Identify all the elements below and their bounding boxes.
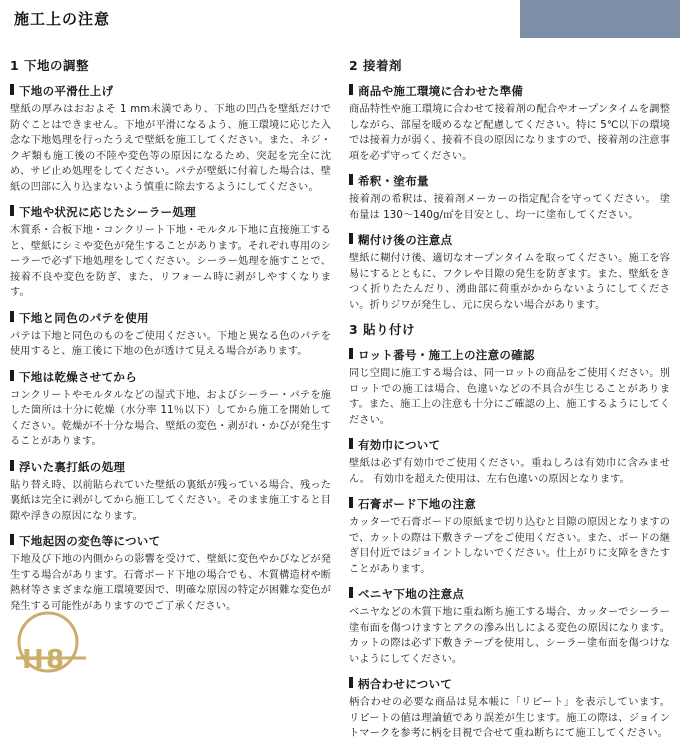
subheading-label: 下地は乾燥させてから <box>19 369 137 384</box>
bullet-icon <box>349 497 353 508</box>
bullet-icon <box>349 677 353 688</box>
bullet-icon <box>10 311 14 322</box>
subheading-label: 糊付け後の注意点 <box>358 233 453 247</box>
bullet-icon <box>349 84 353 95</box>
subheading-label: 柄合わせについて <box>358 677 453 691</box>
subheading-sealer <box>10 204 331 220</box>
paragraph: 壁紙に糊付け後、適切なオープンタイムを取ってください。施工を容易にするとともに、フクレや目隙の発生を防ぎます。また、壁紙をきつく折りたたんだり、湧曲部に荷重がかからないようにしてください。折りジワが発生し、元に戻らない場合があります。 <box>349 253 670 311</box>
svg-text:H: H <box>22 645 44 674</box>
paragraph: カッターで石膏ボードの原紙まで切り込むと目隙の原因となりますので、カットの際は下敷きテープをご使用ください。また、ボードの継ぎ目付近ではジョイントしないでください。仕上がりに支障をきたすことがあります。 <box>349 517 670 575</box>
document-header <box>0 0 680 38</box>
content-columns <box>0 38 680 749</box>
subheading-kishaku <box>349 173 670 189</box>
bullet-icon <box>10 370 14 381</box>
subheading-label: ベニヤ下地の注意点 <box>358 587 465 601</box>
paragraph: 壁紙は必ず有効巾でご使用ください。重ねしろは有効巾に含みません。 有効巾を超えた使用は、左右色違いの原因となります。 <box>349 458 670 485</box>
paragraph: ベニヤなどの木質下地に重ね断ち施工する場合、カッターでシーラー塗布面を傷つけますとアクの滲み出しによる変色の原因になります。カットの際は必ず下敷きテープを使用し、シーラー塗布面を傷つけないようにしてください。 <box>349 607 670 665</box>
bullet-icon <box>10 534 14 545</box>
bullet-icon <box>349 438 353 449</box>
subheading-henshoku <box>10 533 331 549</box>
paragraph: 商品特性や施工環境に合わせて接着剤の配合やオープンタイムを調整しながら、部屋を暖めるなど配慮してください。特に 5℃以下の環境では接着力が弱く、接着不良の原因になりますので、接着剤の注意事項を必ず守ってください。 <box>349 104 670 162</box>
subheading-junbi <box>349 83 670 99</box>
bullet-icon <box>349 174 353 185</box>
subheading-label: 石膏ボード下地の注意 <box>358 497 476 511</box>
bullet-icon <box>349 348 353 359</box>
paragraph: 接着剤の希釈は、接着剤メーカーの指定配合を守ってください。 塗布量は 130〜140g/㎡を目安とし、均一に塗布してください。 <box>349 194 670 221</box>
subheading-label: 有効巾について <box>358 438 441 452</box>
subheading-label: ロット番号・施工上の注意の確認 <box>358 348 535 362</box>
subheading-lot <box>349 347 670 363</box>
right-column <box>349 50 670 749</box>
bullet-icon <box>10 84 14 95</box>
subheading-yuukouhaba <box>349 437 670 453</box>
paragraph: 壁紙の厚みはおおよそ 1 mm未満であり、下地の凹凸を壁紙だけで防ぐことはできません。下地が平滑になるよう、施工環境に応じた入念な下地処理を行ったうえで壁紙を施工してください。また、ネジ・クギ類も施工後の不陸や変色等の原因になるため、突起を完全に沈め、サビ止め処理をしてください。パテが壁紙に付着した場合は、壁紙の凹部に入り込まないよう慎重に除去するようにしてください。 <box>10 104 331 193</box>
subheading-label: 浮いた裏打紙の処理 <box>19 459 126 474</box>
subheading-heisetsu-shiage <box>10 83 331 99</box>
subheading-sekkou-board <box>349 496 670 512</box>
paragraph: 貼り替え時、以前貼られていた壁紙の裏紙が残っている場合、残った裏紙は完全に剥がしてから施工してください。そのまま施工すると目隙や浮きの原因になります。 <box>10 479 331 522</box>
subheading-label: 希釈・塗布量 <box>358 174 429 188</box>
subheading-label: 商品や施工環境に合わせた準備 <box>358 84 524 98</box>
header-title-box <box>0 0 520 38</box>
page-title: 施工上の注意 <box>14 10 111 28</box>
paragraph: 木質系・合板下地・コンクリート下地・モルタル下地に直接施工すると、壁紙にシミや変色が発生することがあります。それぞれ専用のシーラーで必ず下地処理をしてください。シーラー処理を施すことで、接着不良や変色を防ぎ、また、リフォーム時に剥がしやすくなります。 <box>10 225 331 298</box>
paragraph: 下地及び下地の内側からの影響を受けて、壁紙に変色やかびなどが発生する場合があります。石膏ボード下地の場合でも、木質構造材や断熱材等さまざまな施工環境要因で、明確な原因の特定が困難な変色が発生する可能性がありますのでご了承ください。 <box>10 554 331 612</box>
subheading-label: 下地と同色のパテを使用 <box>19 310 149 325</box>
left-column <box>10 50 331 749</box>
subheading-label: 下地起因の変色等について <box>19 534 161 548</box>
subheading-beniya <box>349 586 670 602</box>
svg-text:8: 8 <box>46 645 65 674</box>
subheading-label: 下地の平滑仕上げ <box>19 84 114 98</box>
subheading-kansou <box>10 369 331 385</box>
bullet-icon <box>10 205 14 216</box>
paragraph: 柄合わせの必要な商品は見本帳に「リピート」を表示しています。 リピートの値は理論値であり誤差が生じます。施工の際は、ジョイントマークを参考に柄を目視で合せて重ね断ちにて施工してください。 <box>349 697 670 739</box>
subheading-gara-awase <box>349 676 670 692</box>
subheading-pate <box>10 310 331 326</box>
bullet-icon <box>10 460 14 471</box>
paragraph: 同じ空間に施工する場合は、同一ロットの商品をご使用ください。別ロットでの施工は場合、色違いなどの不具合が生じることがあります。また、施工上の注意も十分にご確認の上、施工するようにしてください。 <box>349 368 670 426</box>
bullet-icon <box>349 587 353 598</box>
subheading-uraucigami <box>10 459 331 475</box>
paragraph: コンクリートやモルタルなどの湿式下地、およびシーラー・パテを施した箇所は十分に乾燥（水分率 11％以下）してから施工を開始してください。乾燥が不十分な場合、壁紙の変色・剥がれ・かびが発生することがあります。 <box>10 389 331 447</box>
paragraph: パテは下地と同色のものをご使用ください。下地と異なる色のパテを使用すると、施工後に下地の色が透けて見える場合があります。 <box>10 330 331 357</box>
subheading-nori-ato <box>349 232 670 248</box>
header-color-block <box>520 0 680 38</box>
bullet-icon <box>349 233 353 244</box>
section-title-haritsuke: 3 貼り付け <box>349 322 416 337</box>
subheading-label: 下地や状況に応じたシーラー処理 <box>19 205 196 219</box>
section-title-shitaji: 1 下地の調整 <box>10 58 90 73</box>
section-title-setchakuzai: 2 接着剤 <box>349 58 403 73</box>
